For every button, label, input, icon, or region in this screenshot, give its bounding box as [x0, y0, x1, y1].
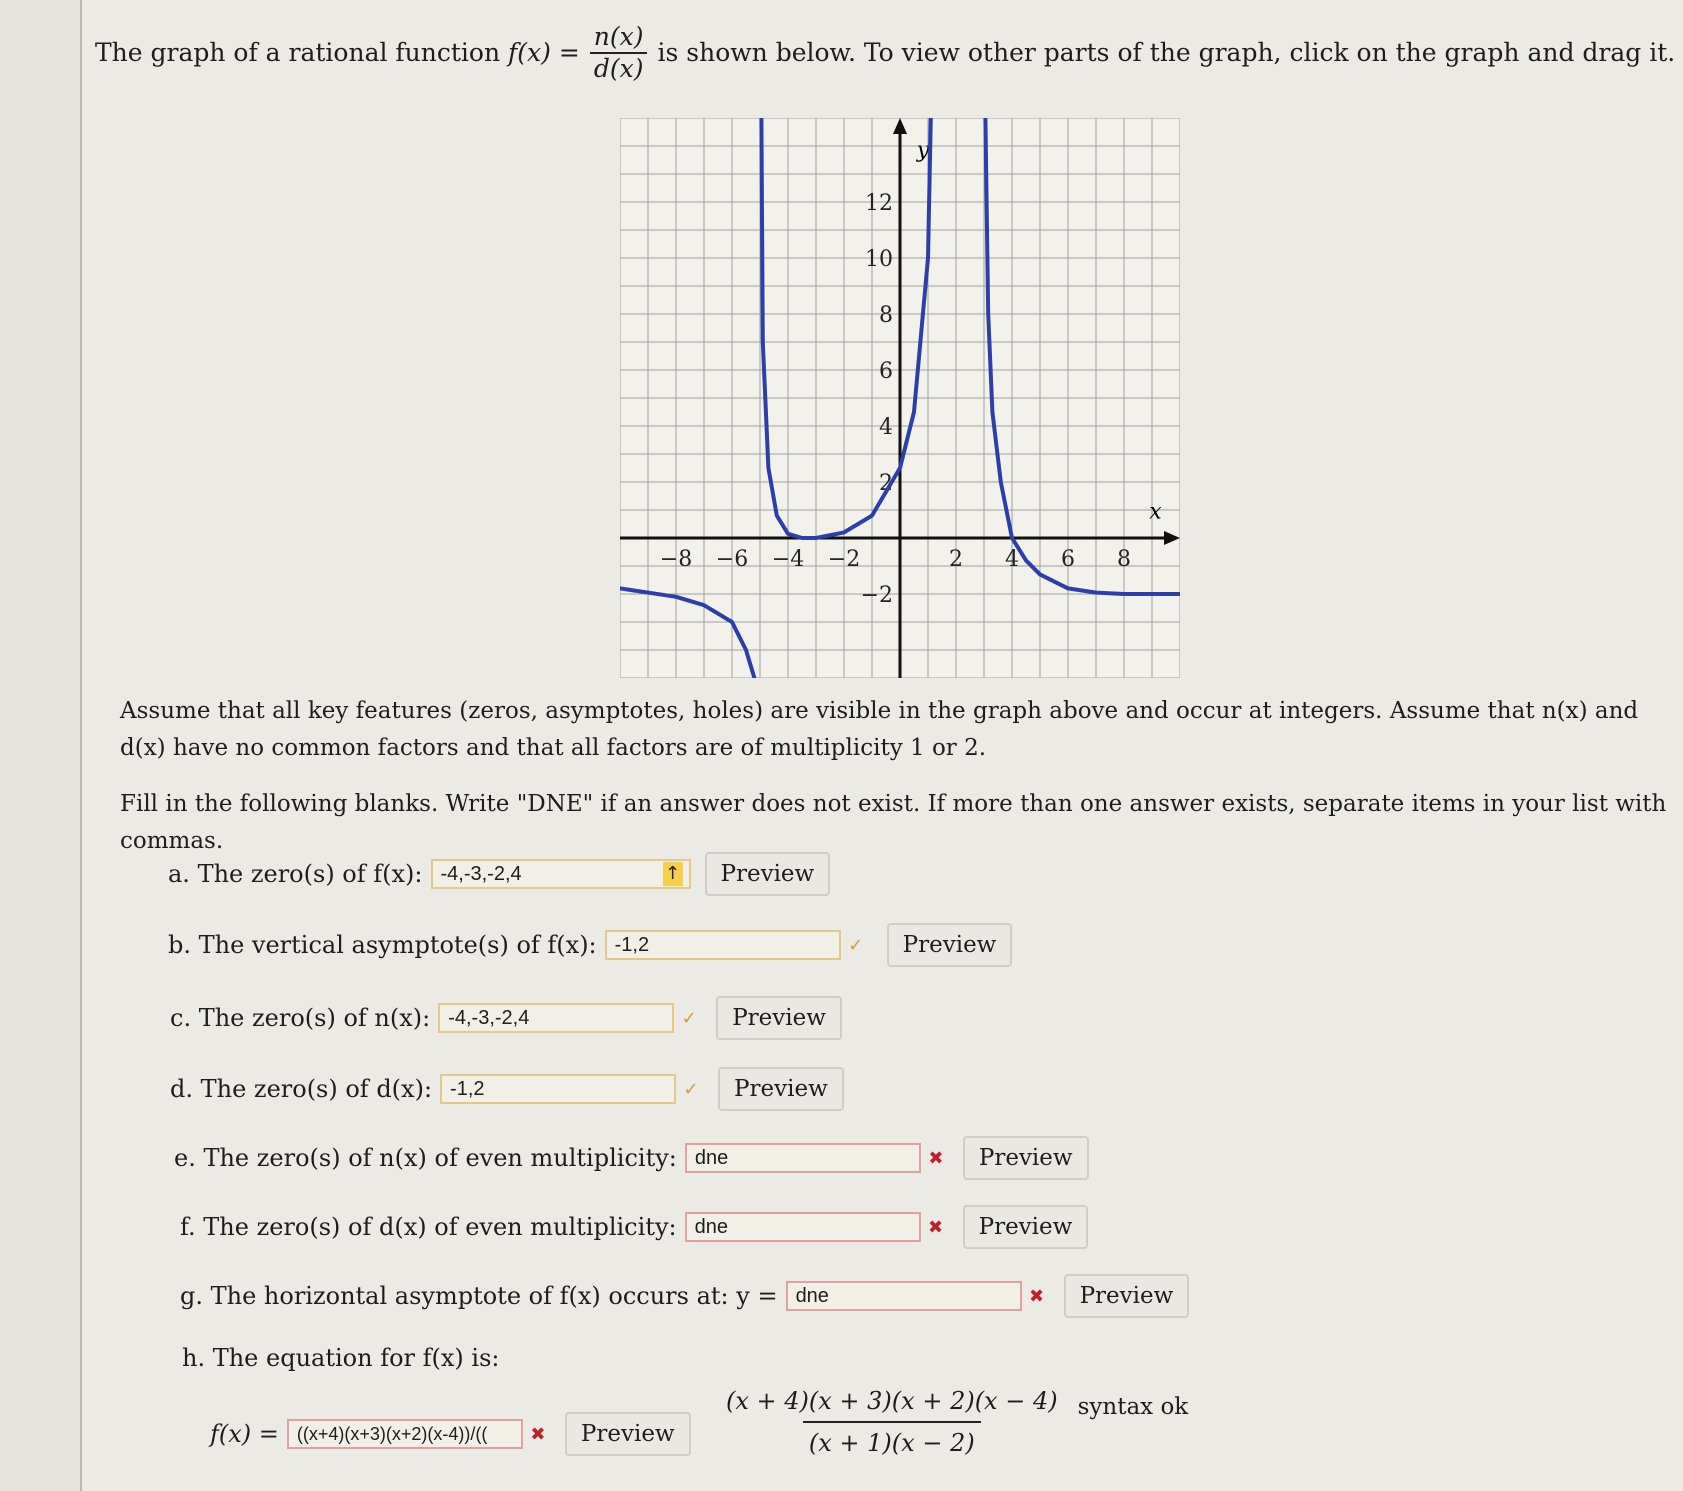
check-icon: ✓: [848, 934, 864, 956]
y-tick-label: 12: [865, 191, 893, 216]
horizontal-asymptote-input[interactable]: dne: [786, 1281, 1022, 1311]
question-g-label: g. The horizontal asymptote of f(x) occurs at: y =: [180, 1282, 778, 1310]
question-c-label: c. The zero(s) of n(x):: [170, 1004, 431, 1032]
zeros-f-input[interactable]: -4,-3,-2,4: [431, 859, 691, 889]
equation-lhs: f(x) =: [210, 1420, 279, 1448]
question-g: [180, 1274, 1189, 1318]
question-d: [170, 1067, 844, 1111]
question-c: [170, 996, 842, 1040]
intro-after: is shown below. To view other parts of the graph, click on the graph and drag it.: [657, 38, 1676, 67]
y-tick-label: 6: [879, 359, 893, 384]
rational-function-graph[interactable]: [620, 118, 1180, 678]
x-mark-icon: ✖: [928, 1216, 944, 1238]
question-a-label: a. The zero(s) of f(x):: [168, 860, 423, 888]
preview-button-a[interactable]: Preview: [705, 852, 831, 896]
question-b: [168, 923, 1012, 967]
y-axis-label: y: [916, 138, 930, 164]
question-intro: [95, 22, 1675, 84]
x-tick-label: −2: [827, 547, 861, 572]
y-tick-label: 4: [879, 415, 893, 440]
preview-button-e[interactable]: Preview: [963, 1136, 1089, 1180]
x-tick-label: 8: [1117, 547, 1131, 572]
equation-input[interactable]: ((x+4)(x+3)(x+2)(x-4))/((: [287, 1419, 523, 1449]
y-tick-label: −2: [860, 583, 893, 608]
y-tick-label: 2: [879, 471, 893, 496]
equation-preview-denominator: (x + 1)(x − 2): [803, 1421, 981, 1457]
intro-denominator: d(x): [590, 52, 648, 84]
preview-button-h[interactable]: Preview: [565, 1412, 691, 1456]
x-tick-label: 4: [1005, 547, 1019, 572]
question-b-label: b. The vertical asymptote(s) of f(x):: [168, 931, 597, 959]
equation-preview-numerator: (x + 4)(x + 3)(x + 2)(x − 4): [726, 1387, 1058, 1415]
preview-button-f[interactable]: Preview: [963, 1205, 1089, 1249]
x-mark-icon: ✖: [1029, 1285, 1045, 1307]
equation-preview-fraction: [720, 1387, 1064, 1457]
question-f: [180, 1205, 1088, 1249]
syntax-status: syntax ok: [1077, 1394, 1189, 1420]
question-e: [174, 1136, 1089, 1180]
cursor-up-icon: ↑: [663, 862, 683, 886]
intro-fraction: [590, 22, 648, 84]
x-tick-label: 6: [1061, 547, 1075, 572]
x-tick-label: −6: [715, 547, 749, 572]
instructions-text: Fill in the following blanks. Write "DNE" if an answer does not exist. If more than one answer exists, separate items in your list with commas.: [120, 791, 1667, 854]
question-d-label: d. The zero(s) of d(x):: [170, 1075, 433, 1103]
x-axis-label: x: [1149, 499, 1162, 525]
x-tick-label: −8: [659, 547, 693, 572]
question-h-label: h. The equation for f(x) is:: [182, 1344, 500, 1372]
zeros-d-input[interactable]: -1,2: [440, 1074, 676, 1104]
intro-lhs: f(x) =: [508, 38, 580, 67]
question-e-label: e. The zero(s) of n(x) of even multiplicity:: [174, 1144, 677, 1172]
equation-preview: [720, 1387, 1188, 1457]
x-mark-icon: ✖: [928, 1147, 944, 1169]
assumptions-text: Assume that all key features (zeros, asymptotes, holes) are visible in the graph above and occur at integers. Assume that n(x) and d(x) have no common factors and that all factors are of multiplicity 1 or 2.: [120, 698, 1639, 761]
graph-svg[interactable]: [620, 118, 1180, 678]
intro-before: The graph of a rational function: [95, 38, 501, 67]
intro-numerator: n(x): [593, 22, 644, 51]
question-a: [168, 852, 830, 896]
y-tick-label: 8: [879, 303, 893, 328]
preview-button-b[interactable]: Preview: [887, 923, 1013, 967]
question-h: [182, 1344, 499, 1372]
even-zeros-d-input[interactable]: dne: [685, 1212, 921, 1242]
preview-button-c[interactable]: Preview: [716, 996, 842, 1040]
vertical-asymptotes-input[interactable]: -1,2: [605, 930, 841, 960]
check-icon: ✓: [683, 1078, 699, 1100]
x-tick-label: −4: [771, 547, 805, 572]
y-tick-label: 10: [865, 247, 893, 272]
check-icon: ✓: [681, 1007, 697, 1029]
equation-row: [210, 1412, 691, 1456]
zeros-n-input[interactable]: -4,-3,-2,4: [438, 1003, 674, 1033]
x-tick-label: 2: [949, 547, 963, 572]
preview-button-g[interactable]: Preview: [1064, 1274, 1190, 1318]
even-zeros-n-input[interactable]: dne: [685, 1143, 921, 1173]
question-f-label: f. The zero(s) of d(x) of even multiplicity:: [180, 1213, 677, 1241]
preview-button-d[interactable]: Preview: [718, 1067, 844, 1111]
x-mark-icon: ✖: [530, 1423, 546, 1445]
